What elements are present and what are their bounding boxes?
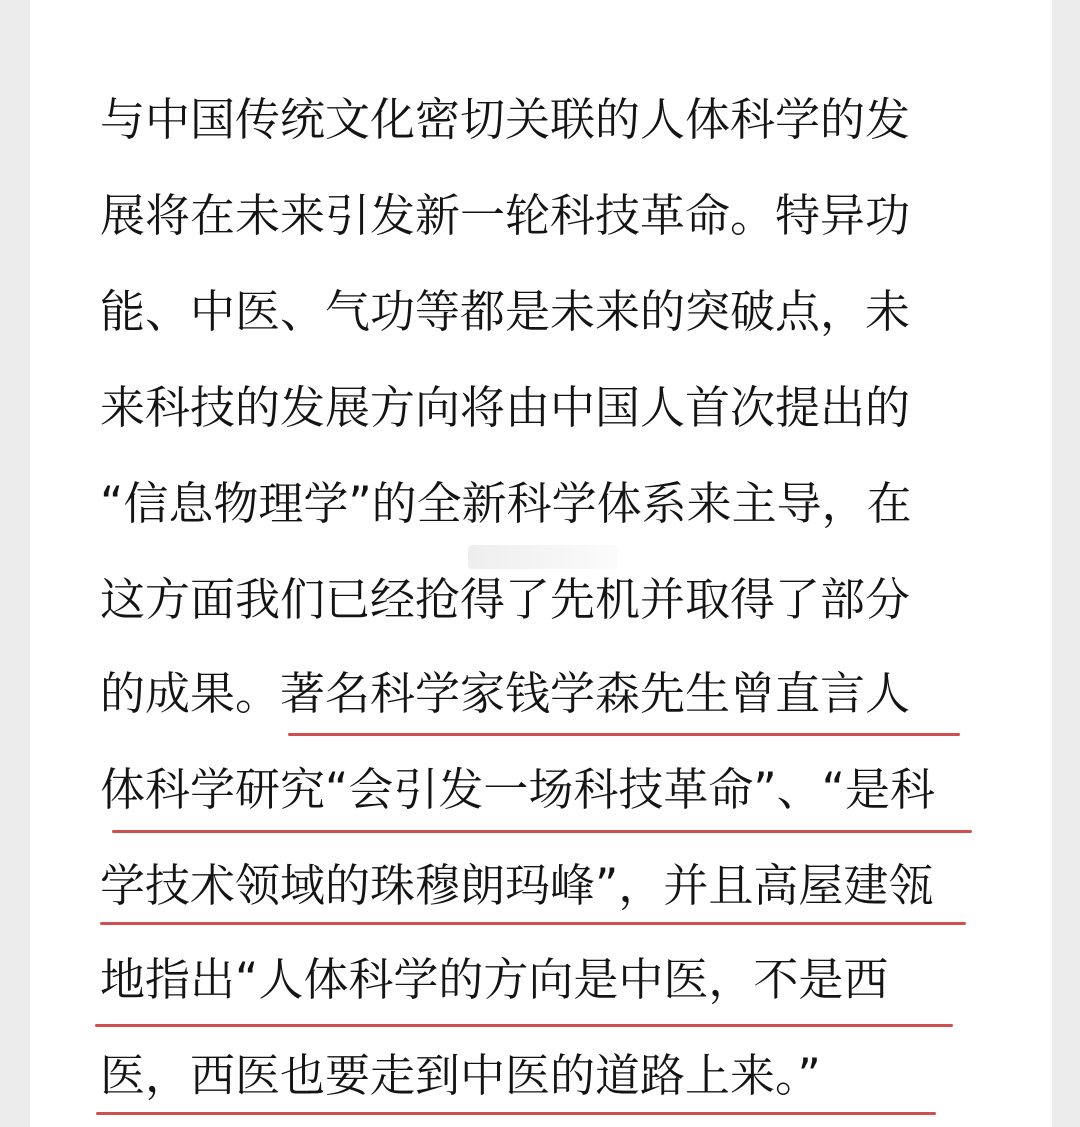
text-line-9: 学技术领域的珠穆朗玛峰”，并且高屋建瓴 — [100, 859, 934, 912]
highlight-underline-4 — [95, 1024, 953, 1027]
text-line-8: 体科学研究“会引发一场科技革命”、“是科 — [100, 763, 935, 816]
text-line-2: 展将在未来引发新一轮科技革命。特异功 — [100, 189, 911, 242]
text-line-10: 地指出“人体科学的方向是中医，不是西 — [100, 953, 889, 1006]
text-line-5: “信息物理学”的全新科学体系来主导，在 — [100, 477, 912, 530]
text-line-6: 这方面我们已经抢得了先机并取得了部分 — [100, 573, 911, 626]
highlight-underline-2 — [112, 830, 972, 833]
text-line-7: 的成果。著名科学家钱学森先生曾直言人 — [100, 667, 911, 720]
text-line-4: 来科技的发展方向将由中国人首次提出的 — [100, 381, 911, 434]
highlight-underline-1 — [288, 733, 960, 736]
text-line-1: 与中国传统文化密切关联的人体科学的发 — [100, 93, 911, 146]
text-line-3: 能、中医、气功等都是未来的突破点，未 — [100, 285, 911, 338]
highlight-underline-5 — [96, 1112, 936, 1115]
watermark-blur — [468, 545, 618, 569]
text-line-11: 医，西医也要走到中医的道路上来。” — [100, 1049, 821, 1102]
highlight-underline-3 — [100, 922, 966, 925]
